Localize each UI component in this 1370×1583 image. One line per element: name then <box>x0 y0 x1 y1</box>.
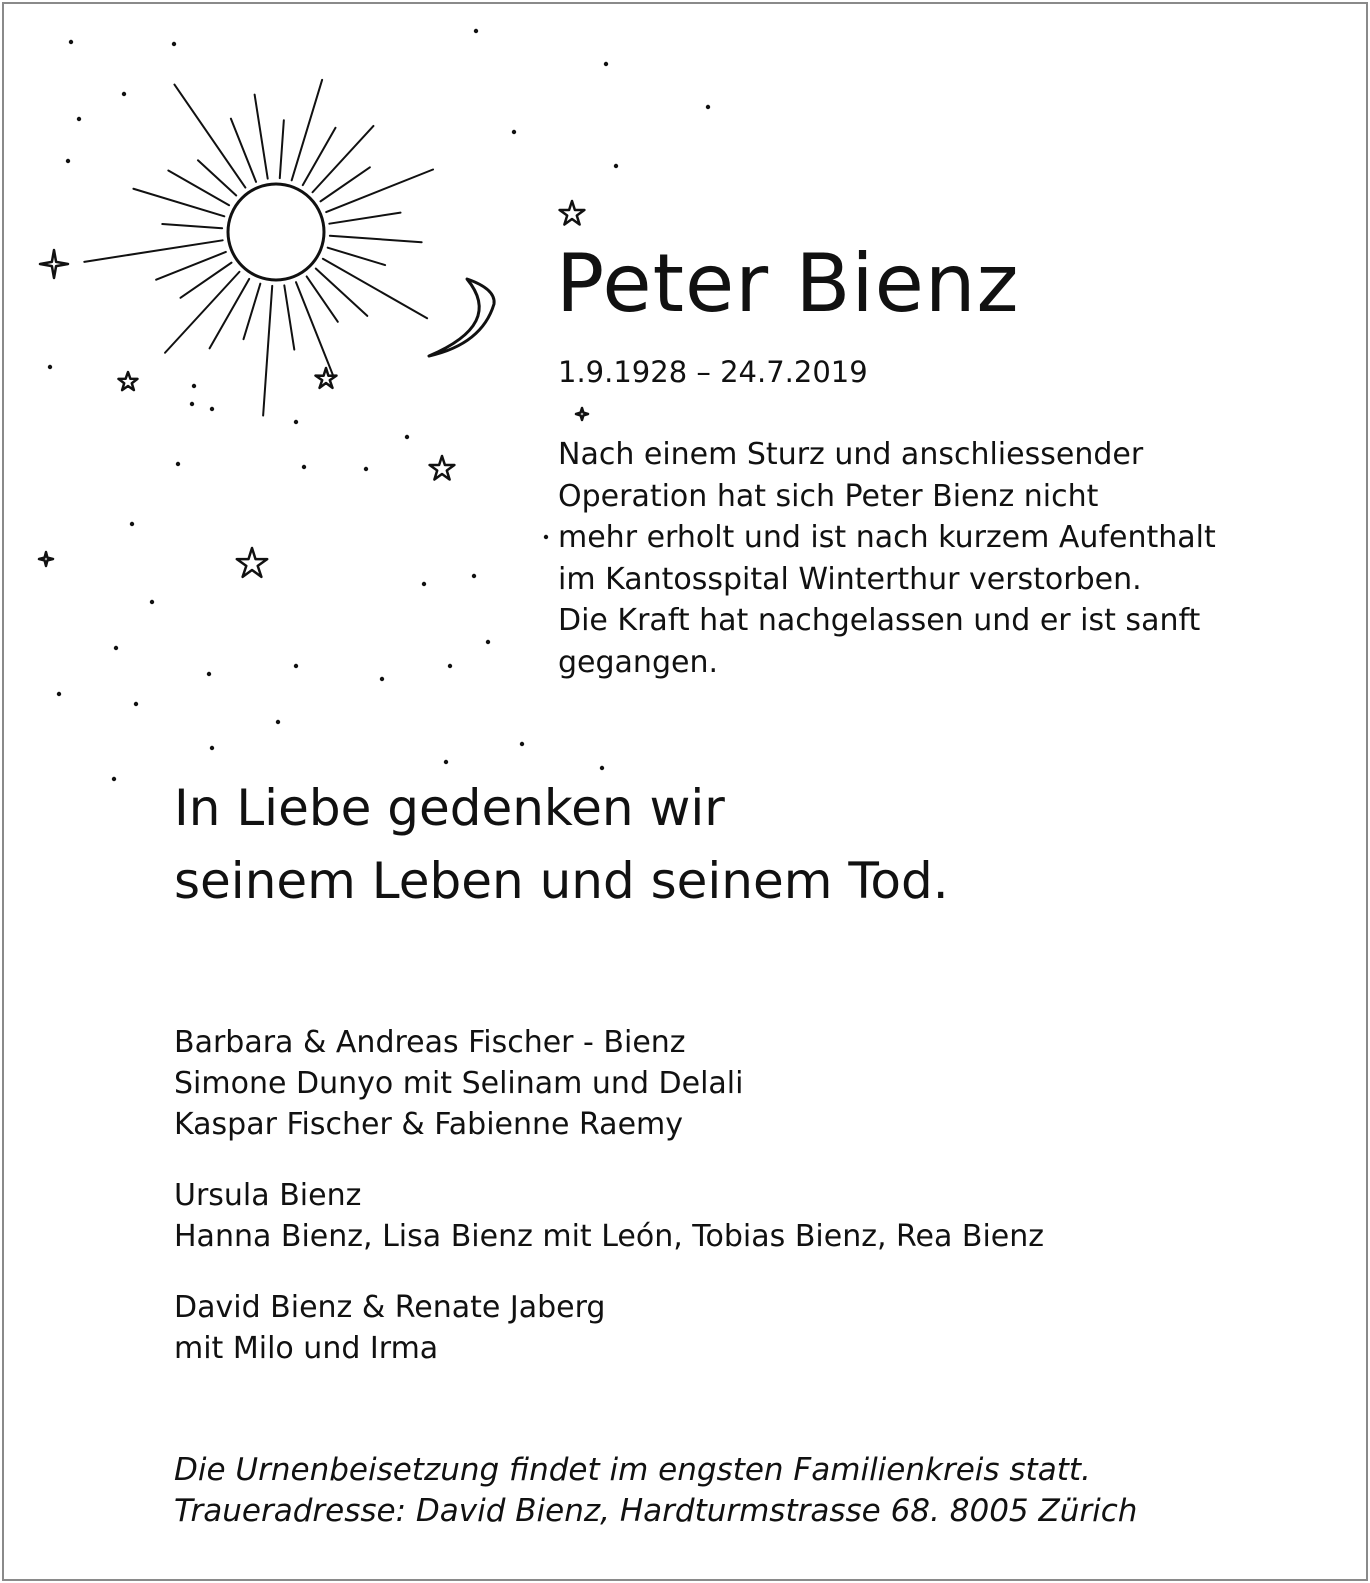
star-icon <box>237 548 267 577</box>
sky-dot <box>604 62 608 66</box>
sky-dot <box>69 40 73 44</box>
star-icon <box>40 250 68 278</box>
sky-dot <box>486 640 490 644</box>
family-group <box>174 1175 1044 1257</box>
sky-dot <box>405 435 409 439</box>
burial-note <box>174 1450 1137 1532</box>
sun-ray <box>162 224 222 228</box>
life-dates: 1.9.1928 – 24.7.2019 <box>558 355 868 389</box>
sun-ray <box>320 167 369 201</box>
sky-dot <box>294 420 298 424</box>
motto-line: In Liebe gedenken wir <box>174 779 725 837</box>
sky-dot <box>190 402 194 406</box>
sky-dot <box>520 742 524 746</box>
sky-dot <box>112 777 116 781</box>
paragraph-line: Die Kraft hat nachgelassen und er ist sanft <box>558 603 1201 638</box>
sun-ray <box>303 128 336 185</box>
sun-icon <box>84 80 433 416</box>
sky-dot <box>172 42 176 46</box>
sky-dot <box>66 159 70 163</box>
sun-ray <box>133 189 224 217</box>
sky-dot <box>364 467 368 471</box>
paragraph-line: mehr erholt und ist nach kurzem Aufenthalt <box>558 520 1216 555</box>
sun-ray <box>292 80 322 180</box>
sun-ray <box>329 213 400 224</box>
sky-dot <box>448 664 452 668</box>
obituary-card <box>2 2 1368 1581</box>
sky-dot <box>380 677 384 681</box>
mourner-line: David Bienz & Renate Jaberg <box>174 1290 606 1325</box>
sun-ray <box>284 285 294 349</box>
sky-dot <box>544 535 548 539</box>
sky-dot <box>122 92 126 96</box>
moon-icon <box>429 279 494 356</box>
sky-dot <box>276 720 280 724</box>
mourner-line: Barbara & Andreas Fischer - Bienz <box>174 1025 686 1060</box>
sun-ray <box>255 95 268 179</box>
star-icon <box>576 408 588 420</box>
footer-line: Traueradresse: David Bienz, Hardturmstrasse 68. 8005 Zürich <box>174 1493 1138 1529</box>
sun-ray <box>156 252 226 280</box>
sky-dot <box>114 646 118 650</box>
sun-ray <box>313 126 374 192</box>
sky-dot <box>472 574 476 578</box>
footer-line: Die Urnenbeisetzung findet im engsten Familienkreis statt. <box>174 1452 1091 1488</box>
sky-dot <box>150 600 154 604</box>
sun-ray <box>326 170 433 213</box>
sky-dot <box>77 117 81 121</box>
sky-dot <box>134 702 138 706</box>
sun-ray <box>280 120 284 178</box>
sun-ray <box>330 236 422 242</box>
star-field <box>39 201 588 577</box>
mourner-line: Ursula Bienz <box>174 1178 362 1213</box>
motto-line: seinem Leben und seinem Tod. <box>174 852 949 910</box>
sky-dot <box>210 746 214 750</box>
sky-dot <box>210 407 214 411</box>
sky-dot <box>57 692 61 696</box>
sky-dot <box>474 29 478 33</box>
sky-dot <box>48 365 52 369</box>
sky-dot <box>706 105 710 109</box>
star-icon <box>430 456 455 480</box>
sun-ray <box>328 248 385 265</box>
star-icon <box>316 368 337 388</box>
notice-paragraph <box>558 434 1318 683</box>
sky-dot <box>207 672 211 676</box>
mourner-line: Simone Dunyo mit Selinam und Delali <box>174 1066 744 1101</box>
mourner-line: Kaspar Fischer & Fabienne Raemy <box>174 1107 684 1142</box>
paragraph-line: Nach einem Sturz und anschliessender <box>558 437 1144 472</box>
sun-ray <box>244 284 261 340</box>
sun-ray <box>84 240 222 262</box>
sky-dot <box>294 664 298 668</box>
paragraph-line: im Kantosspital Winterthur verstorben. <box>558 561 1142 597</box>
paragraph-line: Operation hat sich Peter Bienz nicht <box>558 478 1099 514</box>
sky-dot <box>614 164 618 168</box>
deceased-name: Peter Bienz <box>556 237 1020 330</box>
family-group <box>174 1022 743 1145</box>
sky-dot <box>176 462 180 466</box>
mourner-line: Hanna Bienz, Lisa Bienz mit León, Tobias Bienz, Rea Bienz <box>174 1219 1045 1254</box>
paragraph-line: gegangen. <box>558 644 718 680</box>
sky-dot <box>192 384 196 388</box>
star-icon <box>560 201 585 225</box>
sky-dot <box>444 760 448 764</box>
family-group <box>174 1287 605 1369</box>
sky-dot <box>422 582 426 586</box>
sun-ray <box>296 282 333 375</box>
sun-ray <box>316 269 368 316</box>
star-icon <box>39 552 53 566</box>
mourner-line: mit Milo und Irma <box>174 1331 439 1366</box>
sun-ray <box>168 171 229 206</box>
sun-ray <box>263 286 272 416</box>
sky-dot <box>600 766 604 770</box>
sky-dot <box>512 130 516 134</box>
memorial-motto <box>174 772 949 918</box>
sky-dot <box>302 465 306 469</box>
sky-dot <box>130 522 134 526</box>
star-icon <box>119 372 138 390</box>
